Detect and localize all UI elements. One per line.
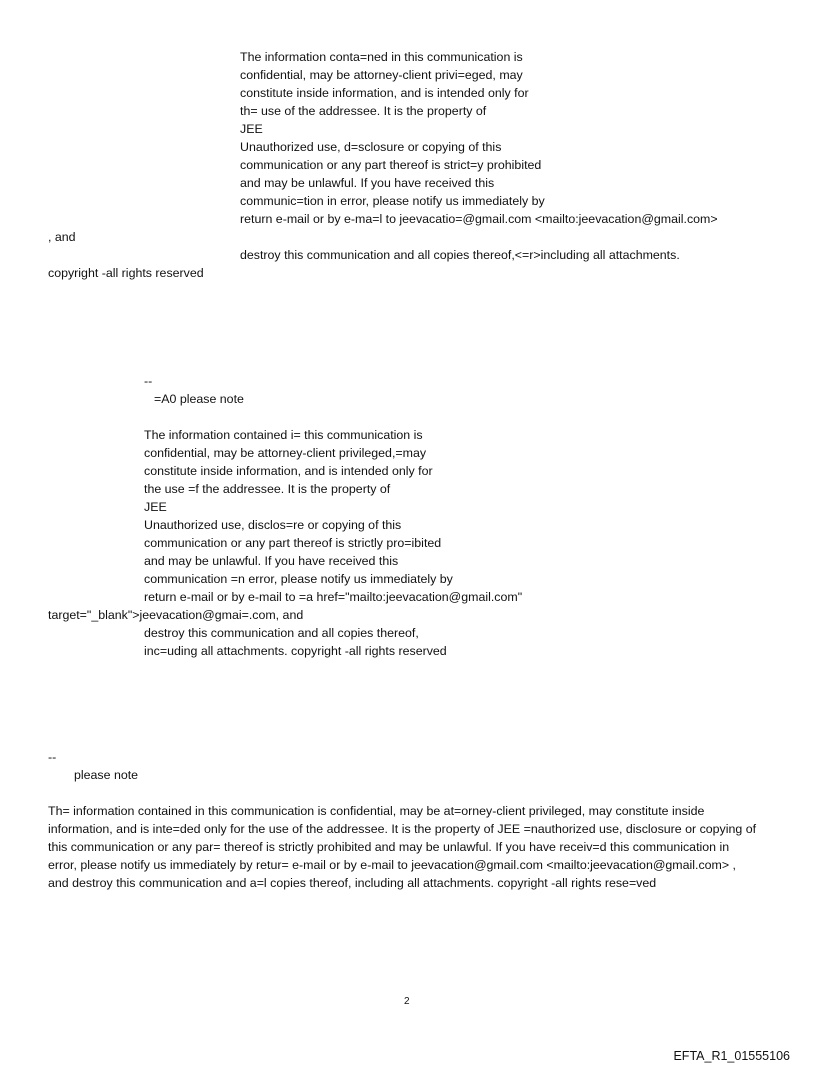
section2-line: the use =f the addressee. It is the property of xyxy=(144,482,391,496)
section2-line: The information contained i= this communication is xyxy=(144,428,423,442)
section1-line: return e-mail or by e-ma=l to jeevacatio=@gmail.com <mailto:jeevacation@gmail.com> xyxy=(240,212,718,226)
section2-line: return e-mail or by e-mail to =a href="mailto:jeevacation@gmail.com" xyxy=(144,590,523,604)
section1-line: communication or any part thereof is strict=y prohibited xyxy=(240,158,542,172)
section1-line: and may be unlawful. If you have received this xyxy=(240,176,495,190)
section1-and-line: , and xyxy=(48,230,76,244)
section2-note: =A0 please note xyxy=(154,392,244,406)
section3-paragraph: Th= information contained in this communication is confidential, may be at=orney-client privileged, may constitute inside information, and is inte=ded only for the use of the addressee. It is the property of JEE =nauthorized use, disclosure or copying of this communication or any par= thereof is strictly prohibited and may be unlawful. If you have receiv=d this communication in error, please notify us immediately by retur= e-mail or by e-mail to jeevacation@gmail.com <mailto:jeevacation@gmail.com> , and destroy this communication and a=l copies thereof, including all attachments. copyright -all rights rese=ved xyxy=(48,804,757,890)
section2-notice-block xyxy=(144,426,522,606)
section3-note: please note xyxy=(74,768,139,782)
document-id: EFTA_R1_01555106 xyxy=(673,1049,790,1063)
section2-line: confidential, may be attorney-client privileged,=may xyxy=(144,446,427,460)
section2-line: and may be unlawful. If you have received this xyxy=(144,554,399,568)
section1-line: constitute inside information, and is intended only for xyxy=(240,86,529,100)
section2-line: JEE xyxy=(144,500,167,514)
section2-line: constitute inside information, and is intended only for xyxy=(144,464,433,478)
section1-notice-block xyxy=(240,48,718,228)
section2-line: communication or any part thereof is strictly pro=ibited xyxy=(144,536,442,550)
section2-tail-line: inc=uding all attachments. copyright -all rights reserved xyxy=(144,644,447,658)
section1-copyright-line: copyright -all rights reserved xyxy=(48,266,204,280)
section2-separator: -- xyxy=(144,374,153,388)
section2-tail-line: destroy this communication and all copies thereof, xyxy=(144,626,419,640)
section2-target-line: target="_blank">jeevacation@gmai=.com, and xyxy=(48,608,304,622)
section1-line: Unauthorized use, d=sclosure or copying of this xyxy=(240,140,502,154)
section1-line: communic=tion in error, please notify us immediately by xyxy=(240,194,545,208)
section1-line: confidential, may be attorney-client privi=eged, may xyxy=(240,68,523,82)
section1-destroy-line: destroy this communication and all copies thereof,<=r>including all attachments. xyxy=(240,248,680,262)
section1-line: JEE xyxy=(240,122,263,136)
section2-line: Unauthorized use, disclos=re or copying of this xyxy=(144,518,402,532)
section3-separator: -- xyxy=(48,750,57,764)
section2-line: communication =n error, please notify us immediately by xyxy=(144,572,453,586)
page-number: 2 xyxy=(404,996,410,1007)
section1-line: th= use of the addressee. It is the property of xyxy=(240,104,487,118)
section1-line: The information conta=ned in this communication is xyxy=(240,50,523,64)
section2-tail-block xyxy=(144,624,447,660)
